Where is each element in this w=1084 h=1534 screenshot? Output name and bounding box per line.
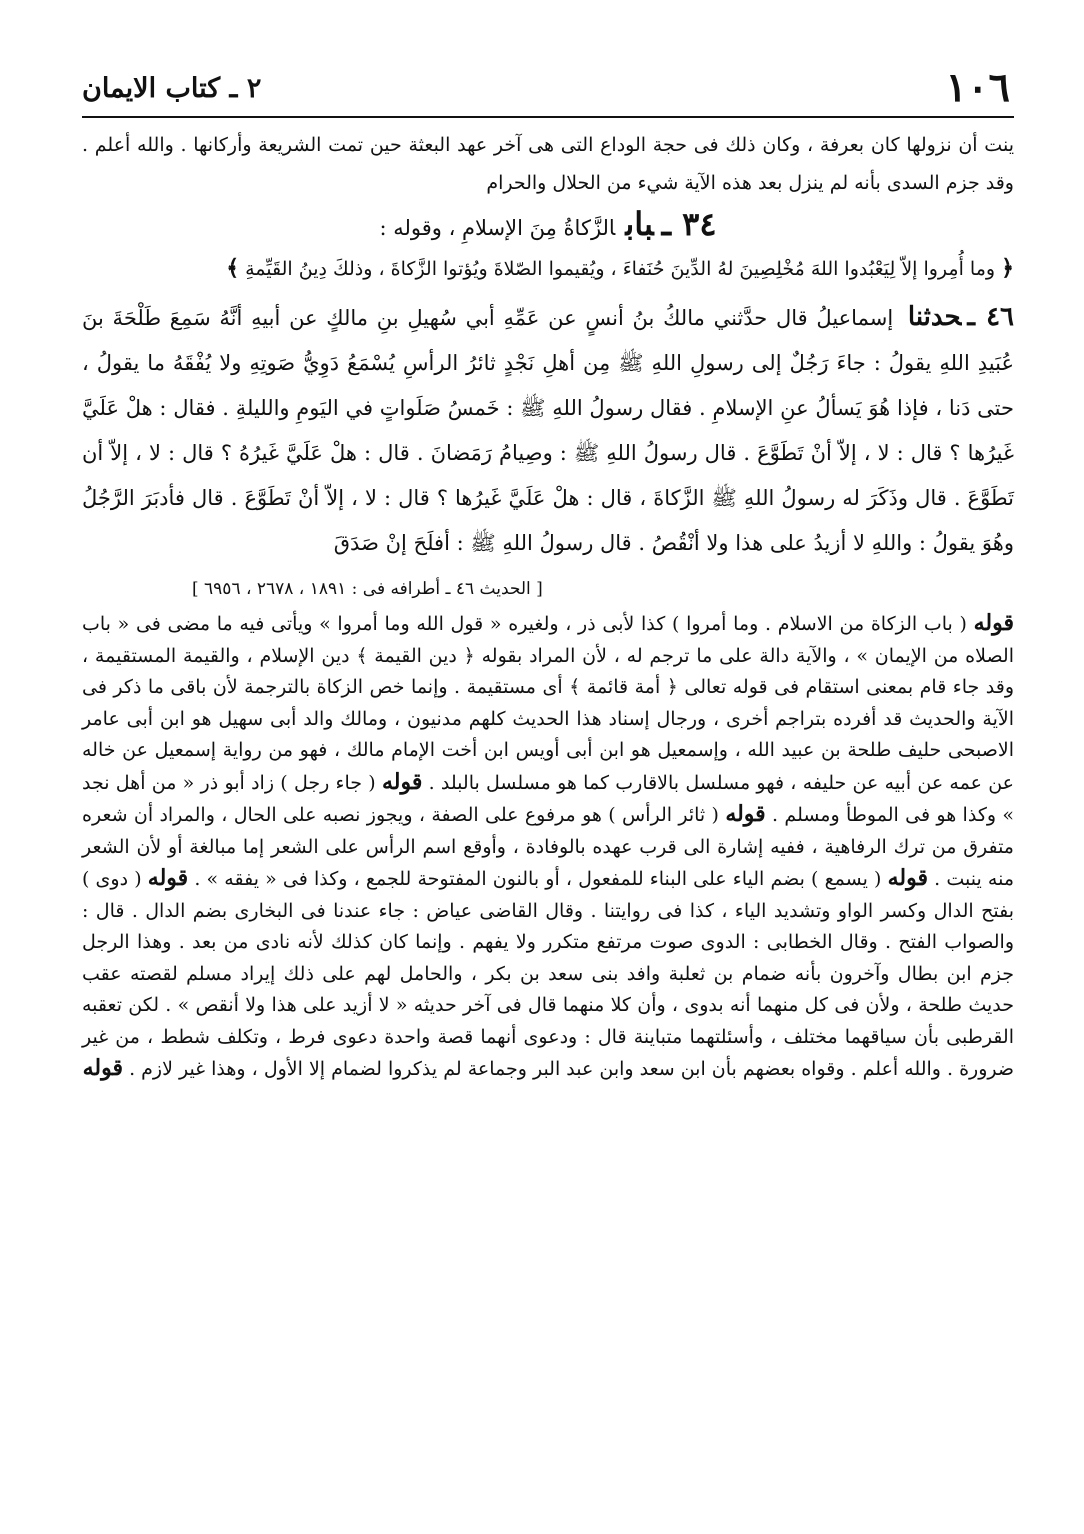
commentary-segment: ( ثائر الرأس ) هو مرفوع على الصفة ، ويجوز نصبه على الحال ، والمراد أن شعره متفرق من ترك الرفاهية ، ففيه إشارة الى قرب عهده بالوفادة ، وأوقع اسم الرأس على الشعر إما مبالغة أو لأن الشعر منه ينبت . xyxy=(82,804,1015,890)
commentary-segment: قوله xyxy=(381,768,423,795)
haddathana-word: حدثنا xyxy=(907,302,962,332)
commentary-segment: ( جاء رجل ) زاد أبو ذر « من أهل نجد » وكذا هو فى الموطأ ومسلم . xyxy=(82,771,1015,826)
verse-text: وما أُمِروا إلاّ لِيَعْبُدوا اللهَ مُخْلِصِينَ لهُ الدِّينَ حُنَفاءَ ، ويُقيموا الصّلاةَ ويُؤتوا الزَّكاةَ ، وذلكَ دِينُ القَيِّمةِ xyxy=(245,258,996,280)
chapter-bab-word: باب xyxy=(625,205,654,243)
chapter-title: الزَّكاةُ مِنَ الإسلامِ ، وقوله : xyxy=(379,216,616,240)
hadith-number: ٤٦ ـ xyxy=(967,302,1014,332)
commentary-segment: قوله xyxy=(82,1055,124,1081)
quran-verse xyxy=(82,248,1014,289)
commentary-segment: قوله xyxy=(973,610,1014,636)
commentary-segment: قوله xyxy=(147,865,189,891)
chapter-heading xyxy=(82,204,1014,248)
page-header xyxy=(82,60,1014,118)
running-title: ٢ ـ كتاب الايمان xyxy=(82,73,262,104)
commentary-segment: قوله xyxy=(725,801,766,827)
verse-open-bracket: ﴿ xyxy=(1001,255,1014,281)
chapter-number: ٣٤ ـ xyxy=(661,205,717,243)
commentary-paragraph xyxy=(82,608,1014,1086)
commentary-segment: قوله xyxy=(887,865,929,891)
hadith-body: إسماعيلُ قال حدَّثني مالكُ بنُ أنسٍ عن عَمِّهِ أبي سُهيلِ بنِ مالكٍ عن أبيهِ أنَّهُ سَمِعَ طَلْحَةَ بنَ عُبَيدِ اللهِ يقولُ : جاءَ رَجُلٌ إلى رسولِ اللهِ ﷺ مِن أهلِ نَجْدٍ ثائرُ الرأسِ يُسْمَعُ دَوِيُّ صَوتِهِ ولا يُفْقَهُ ما يقولُ ، حتى دَنا ، فإذا هُوَ يَسألُ عنِ الإسلامِ . فقال رسولُ اللهِ ﷺ : خَمسُ صَلَواتٍ في اليَومِ والليلةِ . فقال : هلْ عَلَيَّ غَيرُها ؟ قال : لا ، إلاّ أنْ تَطَوَّعَ . قال رسولُ اللهِ ﷺ : وصِيامُ رَمَضانَ . قال : هلْ عَلَيَّ غَيرُهُ ؟ قال : لا ، إلاّ أن تَطَوَّعَ . قال وذَكَرَ له رسولُ اللهِ ﷺ الزَّكاةَ ، قال : هلْ عَلَيَّ غَيرُها ؟ قال : لا ، إلاّ أنْ تَطَوَّعَ . قال فأدبَرَ الرَّجُلُ وهُوَ يقولُ : واللهِ لا أزيدُ على هذا ولا أنْقُصُ . قال رسولُ اللهِ ﷺ : أفلَحَ إنْ صَدَقَ xyxy=(82,306,1014,555)
commentary-segment: ( باب الزكاة من الاسلام . وما أمروا ) كذا لأبى ذر ، ولغيره « قول الله وما أمروا » ويأتى فيه ما مضى فى « باب الصلاه من الإيمان » ، والآية دالة على ما ترجم له ، لأن المراد بقوله ﴿ دين القيمة ﴾ دين الإسلام ، والقيمة المستقيمة ، وقد جاء قام بمعنى استقام فى قوله تعالى ﴿ أمة قائمة ﴾ أى مستقيمة . وإنما خص الزكاة بالترجمة لأن باقى ما ذكر فى الآية والحديث قد أفرده بتراجم أخرى ، ورجال إسناد هذا الحديث كلهم مدنيون ، ومالك والد أبى سهيل هو ابن أبى عامر الاصبحى حليف طلحة بن عبيد الله ، وإسمعيل هو ابن أبى أويس ابن أخت الإمام مالك ، فهو من رواية إسمعيل عن خاله عن عمه عن أبيه عن حليفه ، فهو مسلسل بالاقارب كما هو مسلسل بالبلد . xyxy=(82,613,1014,794)
intro-paragraph: ينت أن نزولها كان بعرفة ، وكان ذلك فى حجة الوداع التى هى آخر عهد البعثة حين تمت الشريعة وأركانها . والله أعلم . وقد جزم السدى بأنه لم ينزل بعد هذه الآية شيء من الحلال والحرام xyxy=(82,134,1014,194)
hadith-text xyxy=(82,295,1014,566)
commentary-segment: ( دوى ) بفتح الدال وكسر الواو وتشديد الياء ، كذا فى روايتنا . وقال القاضى عياض : جاء عندنا فى البخارى بضم الدال . قال : والصواب الفتح . وقال الخطابى : الدوى صوت مرتفع متكرر ولا يفهم . وإنما كان كذلك لأنه نادى من بعد . وهذا الرجل جزم ابن بطال وآخرون بأنه ضمام بن ثعلبة وافد بنى سعد بن بكر ، والحامل لهم على ذلك إيراد مسلم لقصته عقب حديث طلحة ، ولأن فى كل منهما أنه بدوى ، وأن كلا منهما قال فى آخر حديثه « لا أزيد على هذا ولا أنقص » . لكن تعقبه القرطبى بأن سياقهما مختلف ، وأسئلتهما متباينة قال : ودعوى أنهما قصة واحدة دعوى فرط ، وتكلف شطط ، من غير ضرورة . والله أعلم . وقواه بعضهم بأن ابن سعد وابن عبد البر وجماعة لم يذكروا لضمام إلا الأول ، وهذا غير لازم . xyxy=(82,868,1014,1080)
hadith-cross-reference: [ الحديث ٤٦ ـ أطرافه فى : ١٨٩١ ، ٢٦٧٨ ، ٦٩٥٦ ] xyxy=(192,579,543,599)
page-number: ١٠٦ xyxy=(945,64,1010,111)
commentary-segment: ( يسمع ) بضم الياء على البناء للمفعول ، أو بالنون المفتوحة للجمع ، وكذا فى « يفقه » . xyxy=(188,868,888,890)
verse-close-bracket: ﴾ xyxy=(226,255,240,281)
